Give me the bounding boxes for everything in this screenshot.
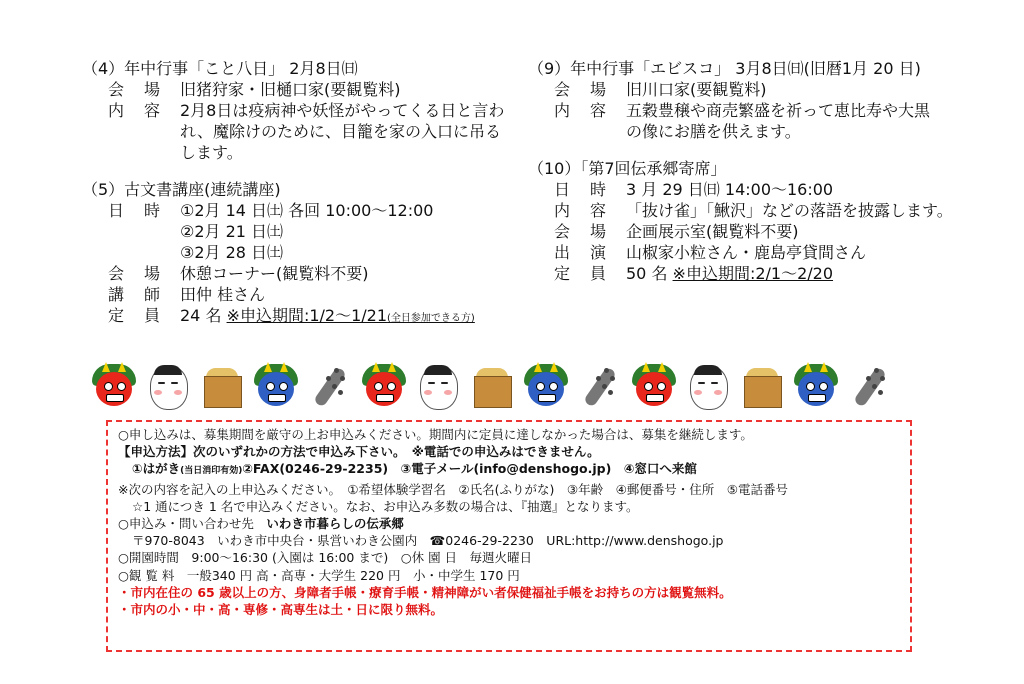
venue-label: 会 場 — [554, 80, 609, 99]
event-10-date: 3 月 29 日㈰ 14:00～16:00 — [626, 180, 834, 199]
venue-label: 会 場 — [108, 264, 163, 283]
event-9-venue: 旧川口家(要観覧料) — [626, 80, 767, 99]
bean-box-icon — [738, 362, 786, 410]
info-free-note-1: ・市内在住の 65 歳以上の方、身障者手帳・療育手帳・精神障がい者保健福祉手帳をお持ちの方は観覧無料。 — [118, 584, 732, 600]
event-10-capacity-row — [528, 263, 968, 284]
event-5-lecturer: 田仲 桂さん — [180, 285, 266, 304]
info-required-fields: ※次の内容を記入の上申込みください。 ①希望体験学習名 ②氏名(ふりがな) ③年齢 ④郵便番号・住所 ⑤電話番号 — [118, 481, 789, 497]
oni-blue-icon — [252, 362, 300, 410]
event-5-date-1: ①2月 14 日㈯ 各回 10:00～12:00 — [180, 201, 434, 220]
event-5-period-note: (全日参加できる方) — [387, 313, 475, 324]
bean-box-icon — [468, 362, 516, 410]
info-hours-line: ○開園時間 9:00～16:30 (入園は 16:00 まで) ○休 園 日 毎週火曜日 — [118, 550, 533, 566]
event-5-capacity: 24 名 — [180, 306, 222, 325]
performer-label: 出 演 — [554, 243, 609, 262]
event-10-performer-row — [528, 242, 968, 263]
info-line-1: ○申し込みは、募集期間を厳守の上お申込みください。期間内に定員に達しなかった場合は、募集を継続します。 — [118, 427, 753, 442]
application-info-box — [106, 420, 912, 652]
iron-club-icon — [306, 362, 354, 410]
event-9-content-2: の像にお膳を供えます。 — [626, 122, 801, 141]
event-4-title: （4）年中行事「こと八日」 2月8日㈰ — [82, 59, 358, 78]
event-5-venue: 休憩コーナー(観覧料不要) — [180, 264, 369, 283]
event-9-venue-row — [528, 79, 968, 100]
event-9-content-1: 五穀豊穣や商売繁盛を祈って恵比寿や大黒 — [626, 101, 931, 120]
event-9-content-row — [528, 100, 968, 142]
lecturer-label: 講 師 — [108, 285, 163, 304]
event-5-date-row — [82, 200, 522, 263]
info-method-line: 【申込方法】次のいずれかの方法で申込み下さい。 ※電話での申込みはできません。 — [118, 444, 600, 460]
okame-mask-icon — [144, 362, 192, 410]
event-10-performers: 山椒家小粒さん・鹿島亭貸間さん — [626, 243, 867, 262]
content-label: 内 容 — [554, 101, 609, 120]
capacity-label: 定 員 — [108, 306, 163, 325]
event-5-capacity-row — [82, 305, 522, 329]
event-10-title: （10）「第7回伝承郷寄席」 — [528, 159, 727, 178]
event-10 — [528, 158, 968, 284]
method-heading: 【申込方法】 — [118, 444, 194, 460]
right-column — [528, 58, 968, 300]
content-label: 内 容 — [108, 101, 163, 120]
event-5-venue-row — [82, 263, 522, 284]
oni-red-icon — [360, 362, 408, 410]
bean-box-icon — [198, 362, 246, 410]
info-lottery-note: ☆1 通につき 1 名で申込みください。なお、お申込み多数の場合は、『抽選』となります。 — [132, 498, 639, 514]
event-5-title: （5）古文書講座(連続講座) — [82, 180, 281, 199]
info-address-line: 〒970-8043 いわき市中央台・県営いわき公園内 ☎0246-29-2230 URL:http://www.denshogo.jp — [132, 533, 724, 549]
info-fee-line: ○観 覧 料 一般340 円 高・高専・大学生 220 円 小・中学生 170 円 — [118, 567, 520, 583]
event-10-period: ※申込期間:2/1～2/20 — [672, 264, 834, 283]
capacity-label: 定 員 — [554, 264, 609, 283]
okame-mask-icon — [684, 362, 732, 410]
event-5-date-3: ③2月 28 日㈯ — [180, 243, 284, 262]
event-10-content-row — [528, 200, 968, 221]
content-label: 内 容 — [554, 201, 609, 220]
oni-red-icon — [630, 362, 678, 410]
event-4-content: 2月8日は疫病神や妖怪がやってくる日と言われ、魔除けのために、目籠を家の入口に吊るします。 — [180, 101, 505, 162]
okame-mask-icon — [414, 362, 462, 410]
oni-red-icon — [90, 362, 138, 410]
venue-label: 会 場 — [554, 222, 609, 241]
event-4-venue-row — [82, 79, 522, 100]
info-method-options: ①はがき(当日消印有効)②FAX(0246-29-2235) ③電子メール(info@denshogo.jp) ④窓口へ来館 — [132, 461, 697, 477]
event-10-capacity: 50 名 — [626, 264, 668, 283]
event-4-venue: 旧猪狩家・旧樋口家(要観覧料) — [180, 80, 401, 99]
event-5-period: ※申込期間:1/2～1/21 — [226, 306, 388, 325]
iron-club-icon — [846, 362, 894, 410]
iron-club-icon — [576, 362, 624, 410]
event-9-title: （9）年中行事「エビスコ」 3月8日㈰(旧暦1月 20 日) — [528, 59, 921, 78]
event-5-lecturer-row — [82, 284, 522, 305]
event-10-venue-row — [528, 221, 968, 242]
event-10-content: 「抜け雀」「鰍沢」などの落語を披露します。 — [626, 201, 953, 220]
venue-label: 会 場 — [108, 80, 163, 99]
info-free-note-2: ・市内の小・中・高・専修・高専生は土・日に限り無料。 — [118, 602, 444, 618]
event-10-venue: 企画展示室(観覧料不要) — [626, 222, 799, 241]
event-4 — [82, 58, 522, 163]
oni-blue-icon — [792, 362, 840, 410]
oni-blue-icon — [522, 362, 570, 410]
contact-name: いわき市暮らしの伝承郷 — [266, 516, 404, 532]
setsubun-decoration-row — [90, 360, 950, 412]
event-5-date-2: ②2月 21 日㈯ — [180, 222, 284, 241]
event-10-date-row — [528, 179, 968, 200]
left-column — [82, 58, 522, 345]
event-5 — [82, 179, 522, 329]
info-contact-line: ○申込み・問い合わせ先 いわき市暮らしの伝承郷 — [118, 516, 404, 532]
event-9 — [528, 58, 968, 142]
date-label: 日 時 — [554, 180, 609, 199]
event-4-content-row — [82, 100, 522, 163]
date-label: 日 時 — [108, 201, 163, 220]
